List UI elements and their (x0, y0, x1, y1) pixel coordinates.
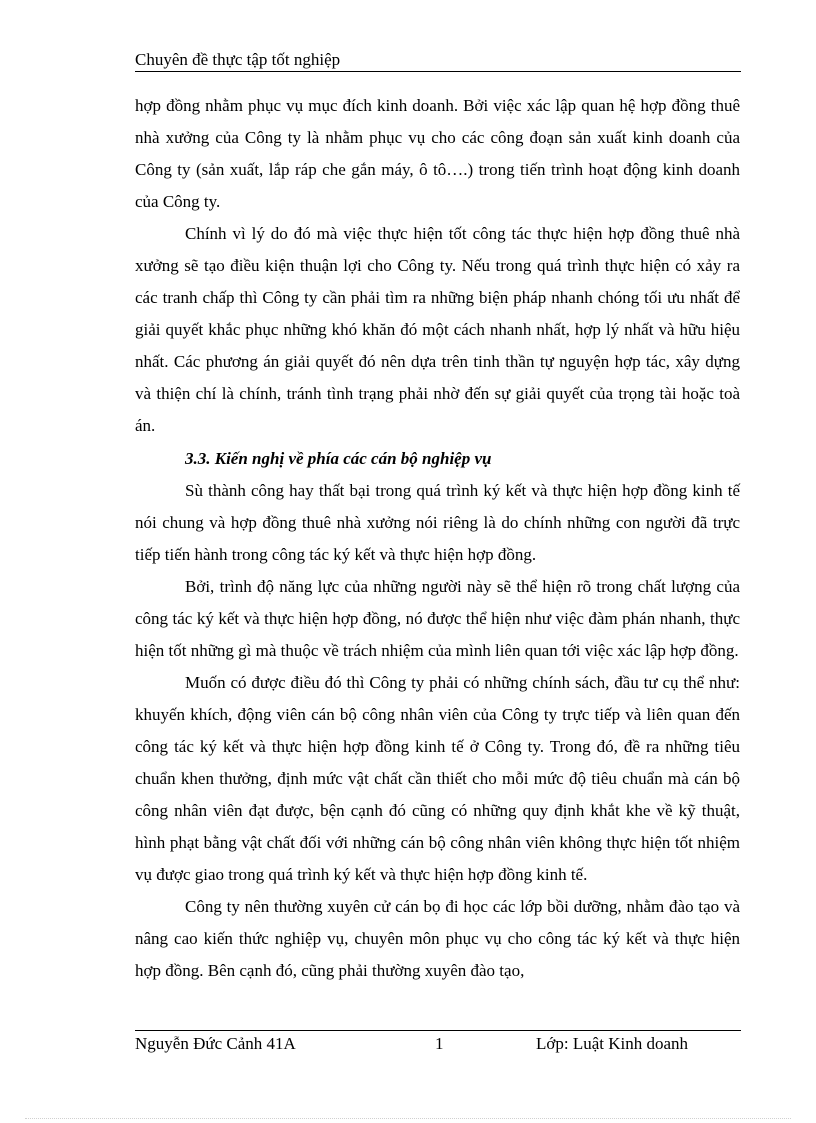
footer-class: Lớp: Luật Kinh doanh (536, 1034, 689, 1053)
section-heading: 3.3. Kiến nghị về phía các cán bộ nghiệp vụ (185, 448, 492, 468)
footer-page-number: 1 (435, 1034, 444, 1053)
paragraph-6: Công ty nên thường xuyên cử cán bọ đi học các lớp bồi dưỡng, nhằm đào tạo và nâng cao kiến thức nghiệp vụ, chuyên môn phục vụ cho công tác ký kết và thực hiện hợp đồng. Bên cạnh đó, cũng phải thường xuyên đào tạo, (135, 897, 740, 981)
paragraph-5: Muốn có được điều đó thì Công ty phải có những chính sách, đầu tư cụ thể như: khuyến khích, động viên cán bộ công nhân viên của Công ty trực tiếp và liên quan đến công tác ký kết và thực hiện hợp đồng kinh tế ở Công ty. Trong đó, đề ra những tiêu chuẩn khen thưởng, định mức vật chất cần thiết cho mỗi mức độ tiêu chuẩn mà cán bộ công nhân viên đạt được, bện cạnh đó cũng có những quy định khắt khe về kỹ thuật, hình phạt bằng vật chất đối với những cán bộ công nhân viên không thực hiện tốt nhiệm vụ được giao trong quá trình ký kết và thực hiện hợp đồng kinh tế. (135, 672, 740, 885)
document-body (135, 90, 740, 987)
footer-divider (135, 1030, 741, 1031)
page-header-title: Chuyên đề thực tập tốt nghiệp (135, 50, 341, 69)
header-divider (135, 71, 741, 72)
paragraph-2: Chính vì lý do đó mà việc thực hiện tốt công tác thực hiện hợp đồng thuê nhà xưởng sẽ tạo điều kiện thuận lợi cho Công ty. Nếu trong quá trình thực hiện có xảy ra các tranh chấp thì Công ty cần phải tìm ra những biện pháp nhanh chóng tối ưu nhất để giải quyết khắc phục những khó khăn đó một cách nhanh nhất, hợp lý nhất và hữu hiệu nhất. Các phương án giải quyết đó nên dựa trên tinh thần tự nguyện hợp tác, xây dựng và thiện chí là chính, tránh tình trạng phải nhờ đến sự giải quyết của trọng tài hoặc toà án. (135, 224, 740, 436)
page-boundary (25, 1118, 791, 1119)
paragraph-3: Sù thành công hay thất bại trong quá trình ký kết và thực hiện hợp đồng kinh tế nói chung và hợp đồng thuê nhà xưởng nói riêng là do chính những con người đã trực tiếp tiến hành trong công tác ký kết và thực hiện hợp đồng. (135, 480, 740, 564)
paragraph-1: hợp đồng nhằm phục vụ mục đích kinh doanh. Bởi việc xác lập quan hệ hợp đồng thuê nhà xưởng của Công ty là nhằm phục vụ cho các công đoạn sản xuất kinh doanh của Công ty (sản xuất, lắp ráp che gắn máy, ô tô….) trong tiến trình hoạt động kinh doanh của Công ty. (135, 96, 740, 212)
paragraph-4: Bởi, trình độ năng lực của những người này sẽ thể hiện rõ trong chất lượng của công tác ký kết và thực hiện hợp đồng, nó được thể hiện như việc đàm phán nhanh, thực hiện tốt những gì mà thuộc về trách nhiệm của mình liên quan tới việc xác lập hợp đồng. (135, 576, 740, 660)
footer-author: Nguyễn Đức Cảnh 41A (135, 1034, 296, 1053)
